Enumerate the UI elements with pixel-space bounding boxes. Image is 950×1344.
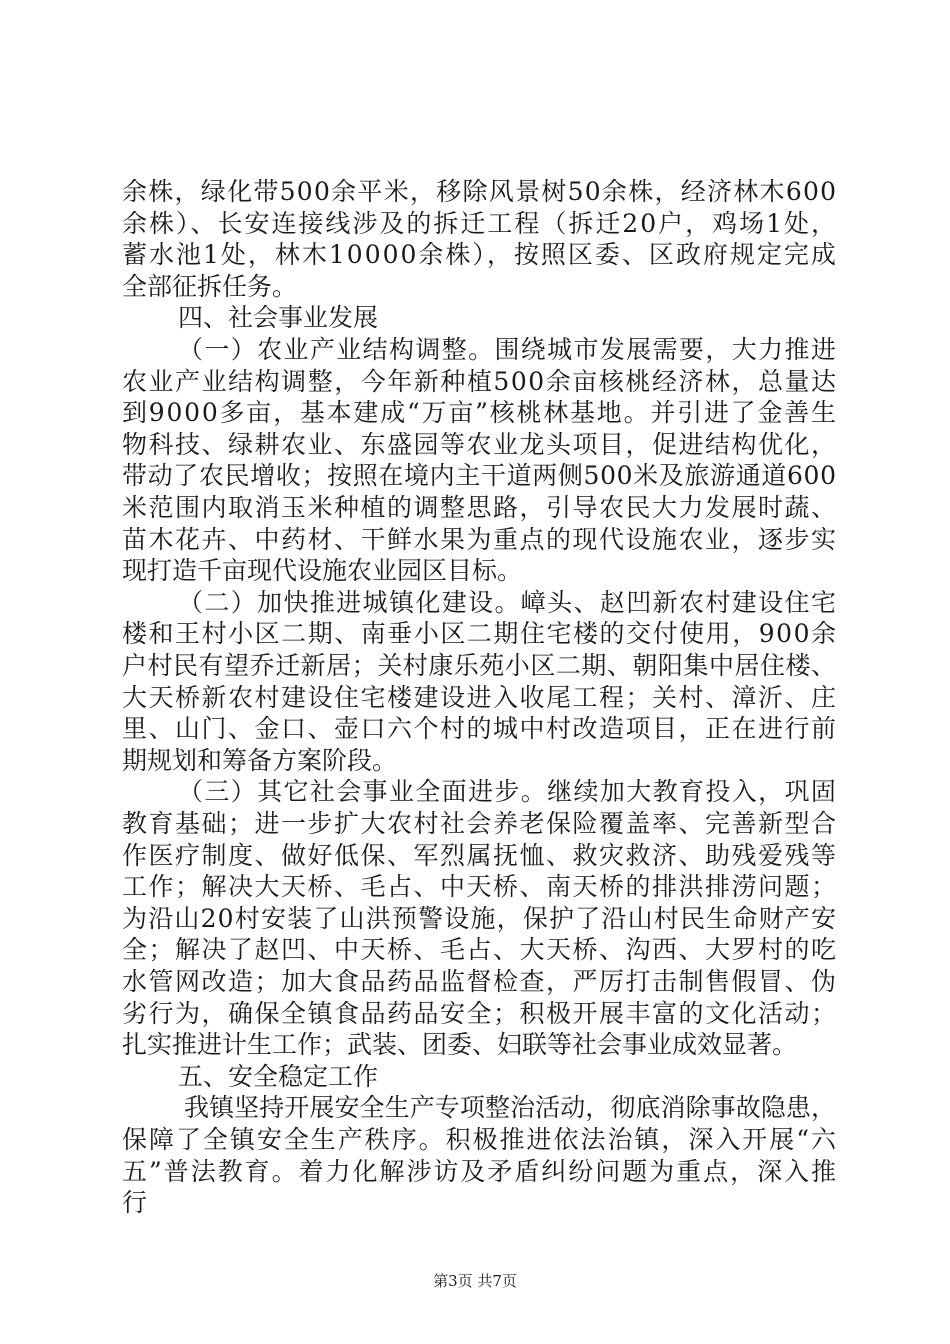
body-text-line: 期规划和筹备方案阶段。 — [122, 745, 398, 775]
body-text-line: 里、山门、金口、壶口六个村的城中村改造项目，正在进行前 — [122, 714, 838, 744]
body-text-line: 大天桥新农村建设住宅楼建设进入收尾工程；关村、漳沂、庄 — [122, 682, 838, 712]
body-text-line: 户村民有望乔迁新居；关村康乐苑小区二期、朝阳集中居住楼、 — [122, 651, 837, 680]
body-text-line: （二）加快推进城镇化建设。嶂头、赵凹新农村建设住宅 — [178, 587, 838, 617]
body-text-line: 作医疗制度、做好低保、军烈属抚恤、救灾救济、助残爱残等 — [122, 840, 838, 870]
body-text-line: 全；解决了赵凹、中天桥、毛占、大天桥、沟西、大罗村的吃 — [122, 935, 838, 965]
body-text-line: 我镇坚持开展安全生产专项整治活动，彻底消除事故隐患， — [184, 1093, 837, 1123]
body-text-line: 教育基础；进一步扩大农村社会养老保险覆盖率、完善新型合 — [122, 809, 838, 838]
body-text-line: 保障了全镇安全生产秩序。积极推进依法治镇，深入开展“六 — [122, 1125, 838, 1154]
body-text-line: 米范围内取消玉米种植的调整思路，引导农民大力发展时蔬、 — [122, 493, 838, 522]
body-text-line: 余株）、长安连接线涉及的拆迁工程（拆迁20户，鸡场1处， — [122, 208, 838, 238]
body-text-line: 劣行为，确保全镇食品药品安全；积极开展丰富的文化活动； — [122, 998, 838, 1028]
body-text-line: 工作；解决大天桥、毛占、中天桥、南天桥的排洪排涝问题； — [122, 872, 838, 902]
body-text-line: 为沿山20村安装了山洪预警设施，保护了沿山村民生命财产安 — [122, 903, 838, 933]
body-text-line: 楼和王村小区二期、南垂小区二期住宅楼的交付使用，900余 — [122, 619, 838, 649]
body-text-line: 带动了农民增收；按照在境内主干道两侧500米及旅游通道600 — [122, 461, 837, 491]
body-text-line: 现打造千亩现代设施农业园区目标。 — [122, 556, 523, 586]
page-footer: 第3页 共7页 — [433, 1272, 517, 1290]
body-text-line: 行 — [122, 1188, 148, 1218]
body-text-line: 扎实推进计生工作；武装、团委、妇联等社会事业成效显著。 — [122, 1030, 798, 1060]
body-text-line: （一）农业产业结构调整。围绕城市发展需要，大力推进 — [178, 335, 838, 364]
body-text-line: 余株，绿化带500余平米，移除风景树50余株，经济林木600 — [122, 177, 838, 206]
section-heading: 五、安全稳定工作 — [178, 1061, 379, 1091]
body-text-line: 蓄水池1处，林木10000余株），按照区委、区政府规定完成 — [122, 240, 838, 270]
body-text-line: 物科技、绿耕农业、东盛园等农业龙头项目，促进结构优化， — [122, 429, 838, 459]
body-text-line: （三）其它社会事业全面进步。继续加大教育投入，巩固 — [178, 777, 838, 807]
body-text-line: 苗木花卉、中药材、干鲜水果为重点的现代设施农业，逐步实 — [122, 524, 838, 554]
body-text-line: 五”普法教育。着力化解涉访及矛盾纠纷问题为重点，深入推 — [122, 1156, 838, 1186]
section-heading: 四、社会事业发展 — [178, 303, 379, 333]
body-text-line: 水管网改造；加大食品药品监督检查，严厉打击制售假冒、伪 — [122, 967, 838, 996]
body-text-line: 到9000多亩，基本建成“万亩”核桃林基地。并引进了金善生 — [122, 398, 838, 428]
body-text-line: 农业产业结构调整，今年新种植500余亩核桃经济林，总量达 — [122, 366, 838, 396]
body-text-line: 全部征拆任务。 — [122, 271, 298, 301]
